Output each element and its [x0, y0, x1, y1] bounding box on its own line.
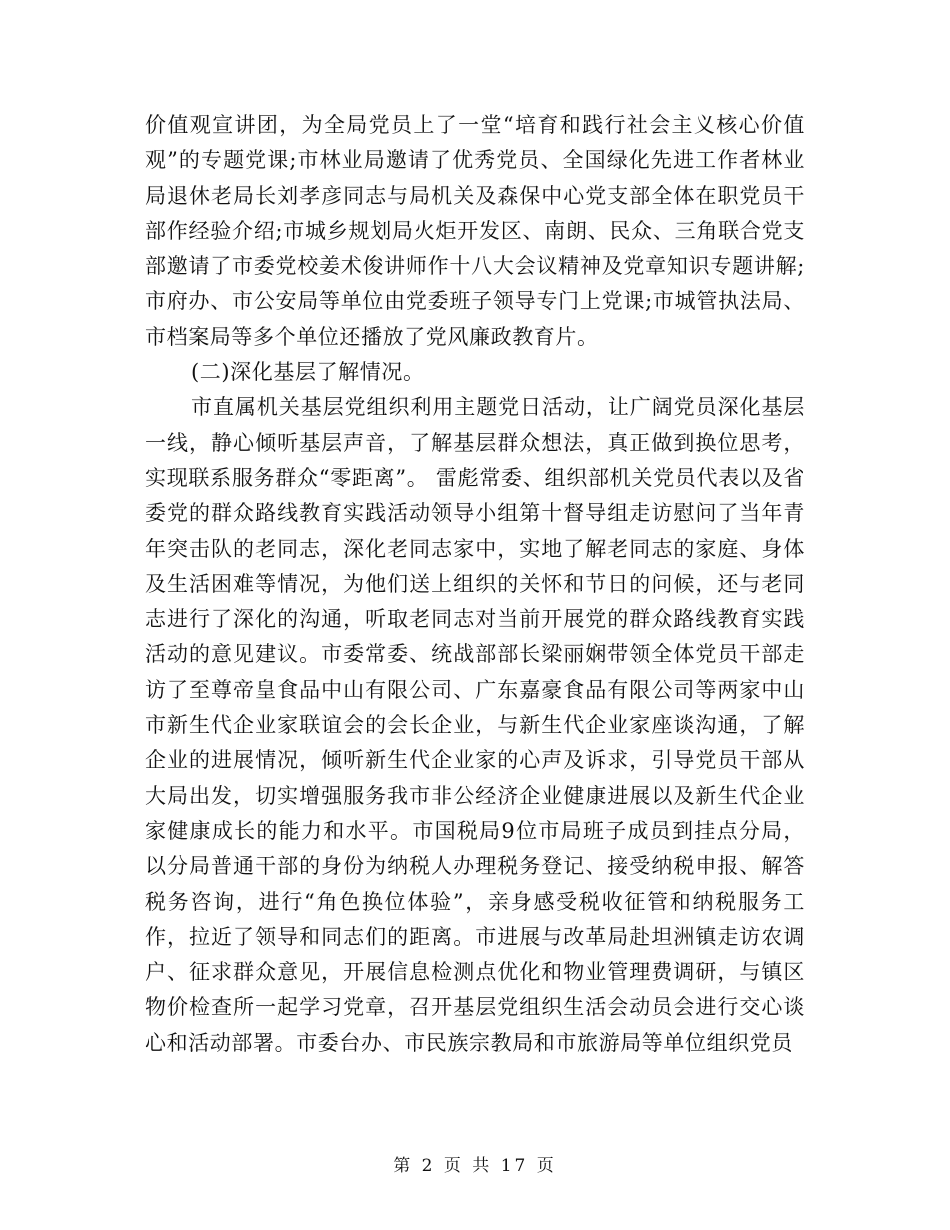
paragraph-continued: 价值观宣讲团，为全局党员上了一堂“培育和践行社会主义核心价值观”的专题党课;市林业局邀请了优秀党员、全国绿化先进工作者林业局退休老局长刘孝彦同志与局机关及森保中心党支部全体在职党员干部作经验介绍;市城乡规划局火炬开发区、南朗、民众、三角联合党支部邀请了市委党校姜术俊讲师作十八大会议精神及党章知识专题讲解;市府办、市公安局等单位由党委班子领导专门上党课;市城管执法局、市档案局等多个单位还播放了党风廉政教育片。: [145, 113, 805, 349]
page-number-footer: 第 2 页 共 17 页: [393, 1156, 557, 1176]
paragraph-body: 市直属机关基层党组织利用主题党日活动，让广阔党员深化基层一线，静心倾听基层声音，了解基层群众想法，真正做到换位思考，实现联系服务群众“零距离”。 雷彪常委、组织部机关党员代表以及省委党的群众路线教育实践活动领导小组第十督导组走访慰问了当年青年突击队的老同志，深化老同志家中，实地了解老同志的家庭、身体及生活困难等情况，为他们送上组织的关怀和节日的问候，还与老同志进行了深化的沟通，听取老同志对当前开展党的群众路线教育实践活动的意见建议。市委常委、统战部部长梁丽娴带领全体党员干部走访了至尊帝皇食品中山有限公司、广东嘉豪食品有限公司等两家中山市新生代企业家联谊会的会长企业，与新生代企业家座谈沟通，了解企业的进展情况，倾听新生代企业家的心声及诉求，引导党员干部从大局出发，切实增强服务我市非公经济企业健康进展以及新生代企业家健康成长的能力和水平。市国税局9位市局班子成员到挂点分局，以分局普通干部的身份为纳税人办理税务登记、接受纳税申报、解答税务咨询，进行“角色换位体验”，亲身感受税收征管和纳税服务工作，拉近了领导和同志们的距离。市进展与改革局赴坦洲镇走访农调户、征求群众意见，开展信息检测点优化和物业管理费调研，与镇区物价检查所一起学习党章，召开基层党组织生活会动员会进行交心谈心和活动部署。市委台办、市民族宗教局和市旅游局等单位组织党员: [145, 395, 805, 1055]
document-body: [145, 108, 805, 1061]
section-heading: (二)深化基层了解情况。: [191, 360, 425, 385]
